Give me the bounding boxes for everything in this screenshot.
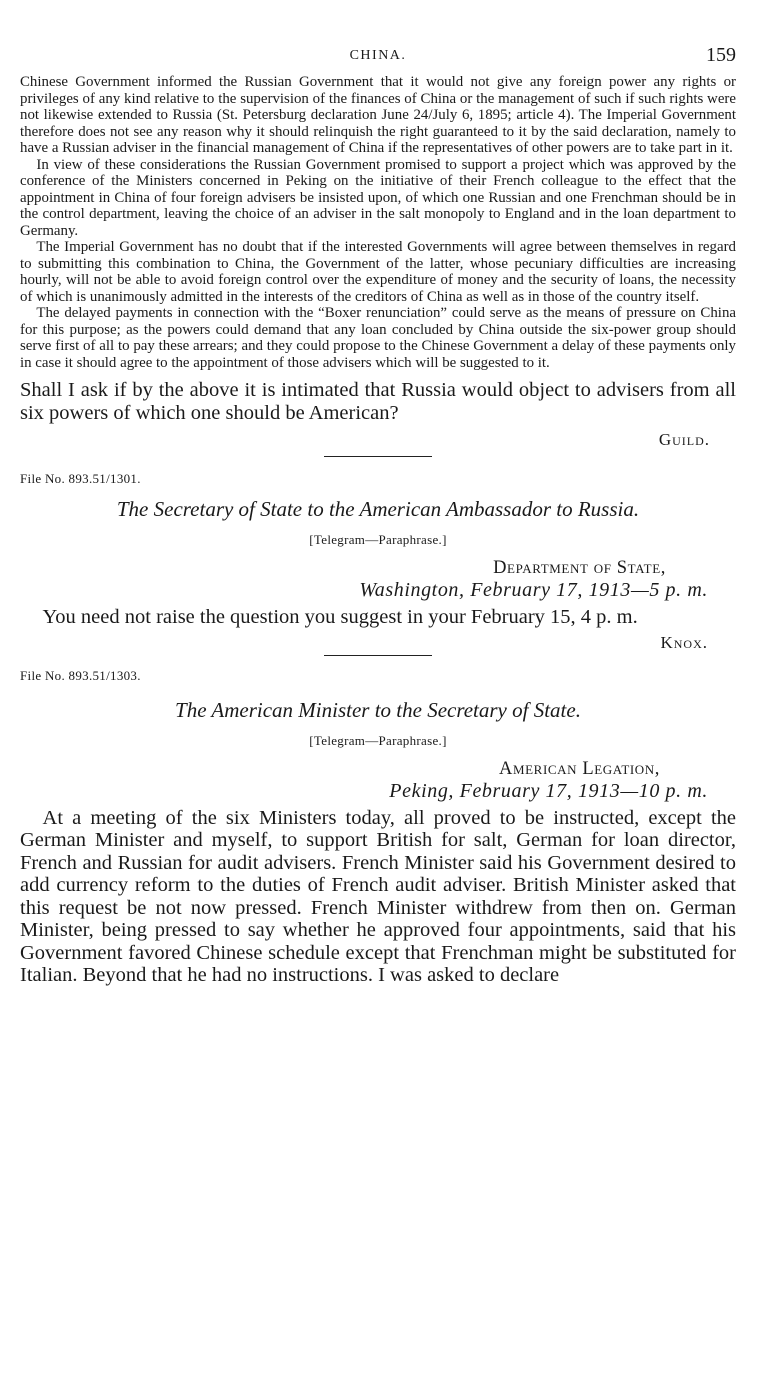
place-date: Peking, February 17, 1913—10 p. m. [389, 779, 708, 802]
file-number: File No. 893.51/1303. [20, 667, 141, 683]
document-page [20, 38, 736, 987]
page-header [20, 38, 736, 74]
body-paragraph: At a meeting of the six Ministers today, all proved to be instructed, except the German Minister and myself, to support British for salt, German for loan director, French and Russian for audit advisers. French Minister said his Government desired to add currency reform to the duties of French audit adviser. British Minister asked that this request be not now pressed. French Minister withdrew from then on. German Minister, being pressed to say whether he approved four appointments, said that his Government favored Chinese schedule except that Frenchman might be substituted for Italian. Beyond that he had no instructions. I was asked to declare [20, 806, 736, 986]
paragraph: In view of these considerations the Russian Government promised to support a project which was approved by the conference of the Ministers concerned in Peking on the initiative of their French colleague to the effect that the appointment in China of four foreign advisers be insisted upon, of which one Russian and one Frenchman should be in the control department, leaving the choice of an adviser in the salt monopoly to England and in the loan department to Germany. [20, 156, 736, 239]
place-date: Washington, February 17, 1913—5 p. m. [359, 579, 708, 601]
telegram-label: [Telegram—Paraphrase.] [309, 532, 447, 547]
paragraph: The delayed payments in connection with the “Boxer renunciation” could serve as the means of pressure on China for this purpose; as the powers could demand that any loan concluded by China outside the six-power group should serve first of all to pay these arrears; and they could propose to the Chinese Government a delay of these payments only in case it should agree to the appointment of those advisers which will be suggested to it. [20, 305, 736, 371]
section-rule [324, 456, 432, 457]
section-rule [324, 655, 432, 656]
file-number: File No. 893.51/1301. [20, 471, 141, 486]
paragraph: The Imperial Government has no doubt that if the interested Governments will agree between themselves in regard to submitting this combination to China, the Government of the latter, whose pecuniary difficulties are increasing hourly, will not be able to avoid foreign control over the expenditure of money and the security of loans, the necessity of which is unanimously admitted in the interests of the creditors of China as well as in those of the country itself. [20, 239, 736, 305]
origin-office: American Legation, [499, 758, 660, 779]
body-paragraph: You need not raise the question you suggest in your February 15, 4 p. m. [42, 606, 638, 628]
question-paragraph: Shall I ask if by the above it is intimated that Russia would object to advisers from all six powers of which one should be American? [20, 379, 736, 424]
document-heading: The Secretary of State to the American Ambassador to Russia. [116, 497, 640, 521]
signature-knox: Knox. [660, 632, 708, 652]
paragraph: Chinese Government informed the Russian Government that it would not give any foreign power any rights or privileges of any kind relative to the supervision of the finances of China or the management of such if such rights were not likewise extended to Russia (St. Petersburg declaration June 24/July 6, 1895; article 4). The Imperial Government therefore does not see any reason why it should relinquish the right guaranteed to it by the said declaration, namely to have a Russian adviser in the financial management of China if the representatives of other powers are to take part in it. [20, 74, 736, 156]
origin-office: Department of State, [493, 558, 666, 578]
document-heading: The American Minister to the Secretary of State. [175, 697, 581, 722]
telegram-label: [Telegram—Paraphrase.] [309, 732, 447, 748]
signature-guild: Guild. [658, 430, 710, 449]
running-title: CHINA. [349, 48, 407, 63]
page-number: 159 [706, 44, 736, 66]
